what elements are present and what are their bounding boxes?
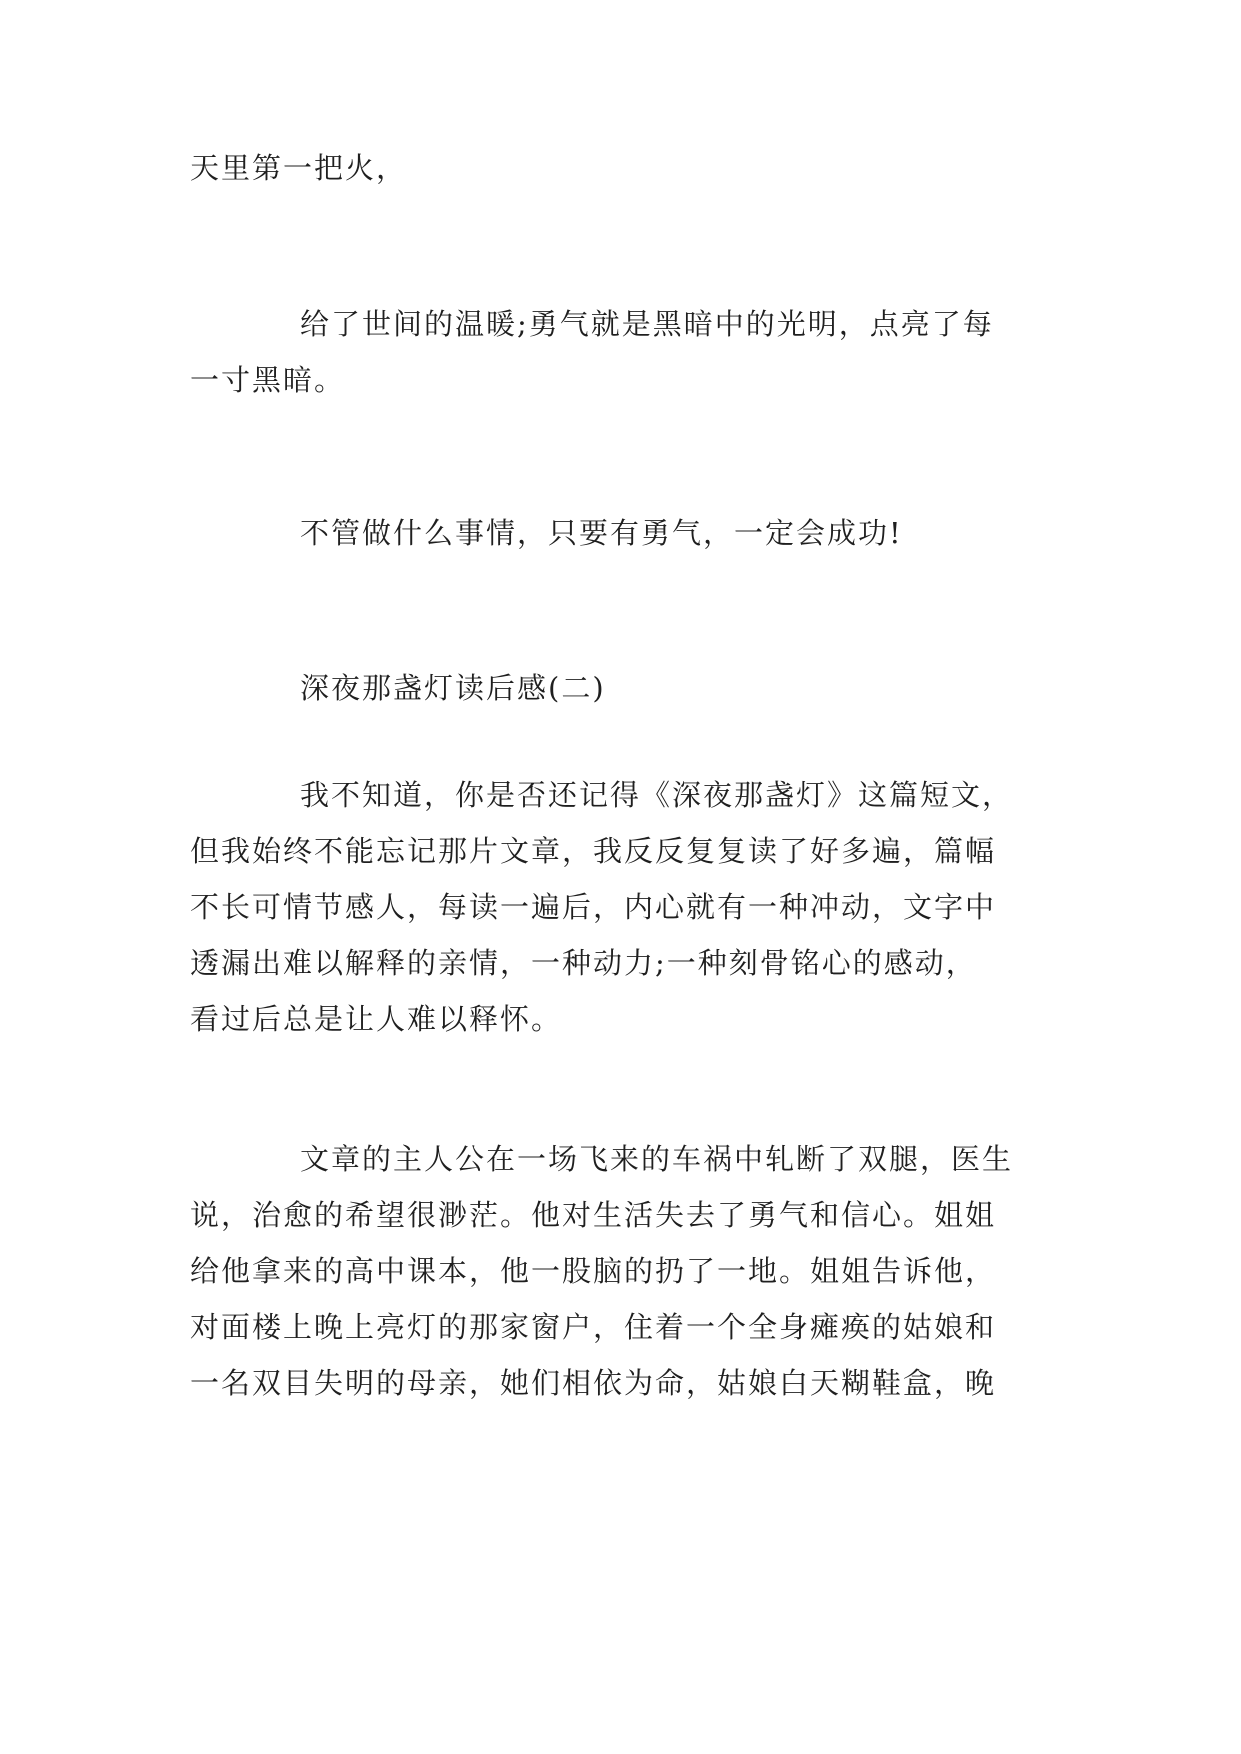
text-line: 说，治愈的希望很渺茫。他对生活失去了勇气和信心。姐姐 xyxy=(190,1198,997,1232)
paragraph-memory xyxy=(190,767,1052,1047)
paragraph-story xyxy=(190,1131,1052,1411)
section-heading xyxy=(190,660,1052,716)
paragraph-fragment-fire xyxy=(190,140,1052,196)
text-line: 我不知道，你是否还记得《深夜那盏灯》这篇短文， xyxy=(300,778,1014,812)
text-line: 一名双目失明的母亲，她们相依为命，姑娘白天糊鞋盒，晚 xyxy=(190,1366,997,1400)
text-line: 看过后总是让人难以释怀。 xyxy=(190,1002,563,1036)
text-line: 给他拿来的高中课本，他一股脑的扔了一地。姐姐告诉他， xyxy=(190,1254,997,1288)
paragraph-courage-light xyxy=(190,296,1052,408)
text-line: 不长可情节感人，每读一遍后，内心就有一种冲动，文字中 xyxy=(190,890,997,924)
section-title: 深夜那盏灯读后感(二) xyxy=(300,671,606,705)
paragraph-success xyxy=(190,505,1052,561)
text-line: 对面楼上晚上亮灯的那家窗户，住着一个全身瘫痪的姑娘和 xyxy=(190,1310,997,1344)
text-line: 不管做什么事情，只要有勇气，一定会成功! xyxy=(300,516,903,550)
text-line: 透漏出难以解释的亲情，一种动力;一种刻骨铭心的感动， xyxy=(190,946,977,980)
text-line: 天里第一把火， xyxy=(190,151,408,185)
text-line: 一寸黑暗。 xyxy=(190,363,346,397)
text-line: 给了世间的温暖;勇气就是黑暗中的光明，点亮了每 xyxy=(300,307,994,341)
text-line: 文章的主人公在一场飞来的车祸中轧断了双腿，医生 xyxy=(300,1142,1014,1176)
text-line: 但我始终不能忘记那片文章，我反反复复读了好多遍，篇幅 xyxy=(190,834,997,868)
